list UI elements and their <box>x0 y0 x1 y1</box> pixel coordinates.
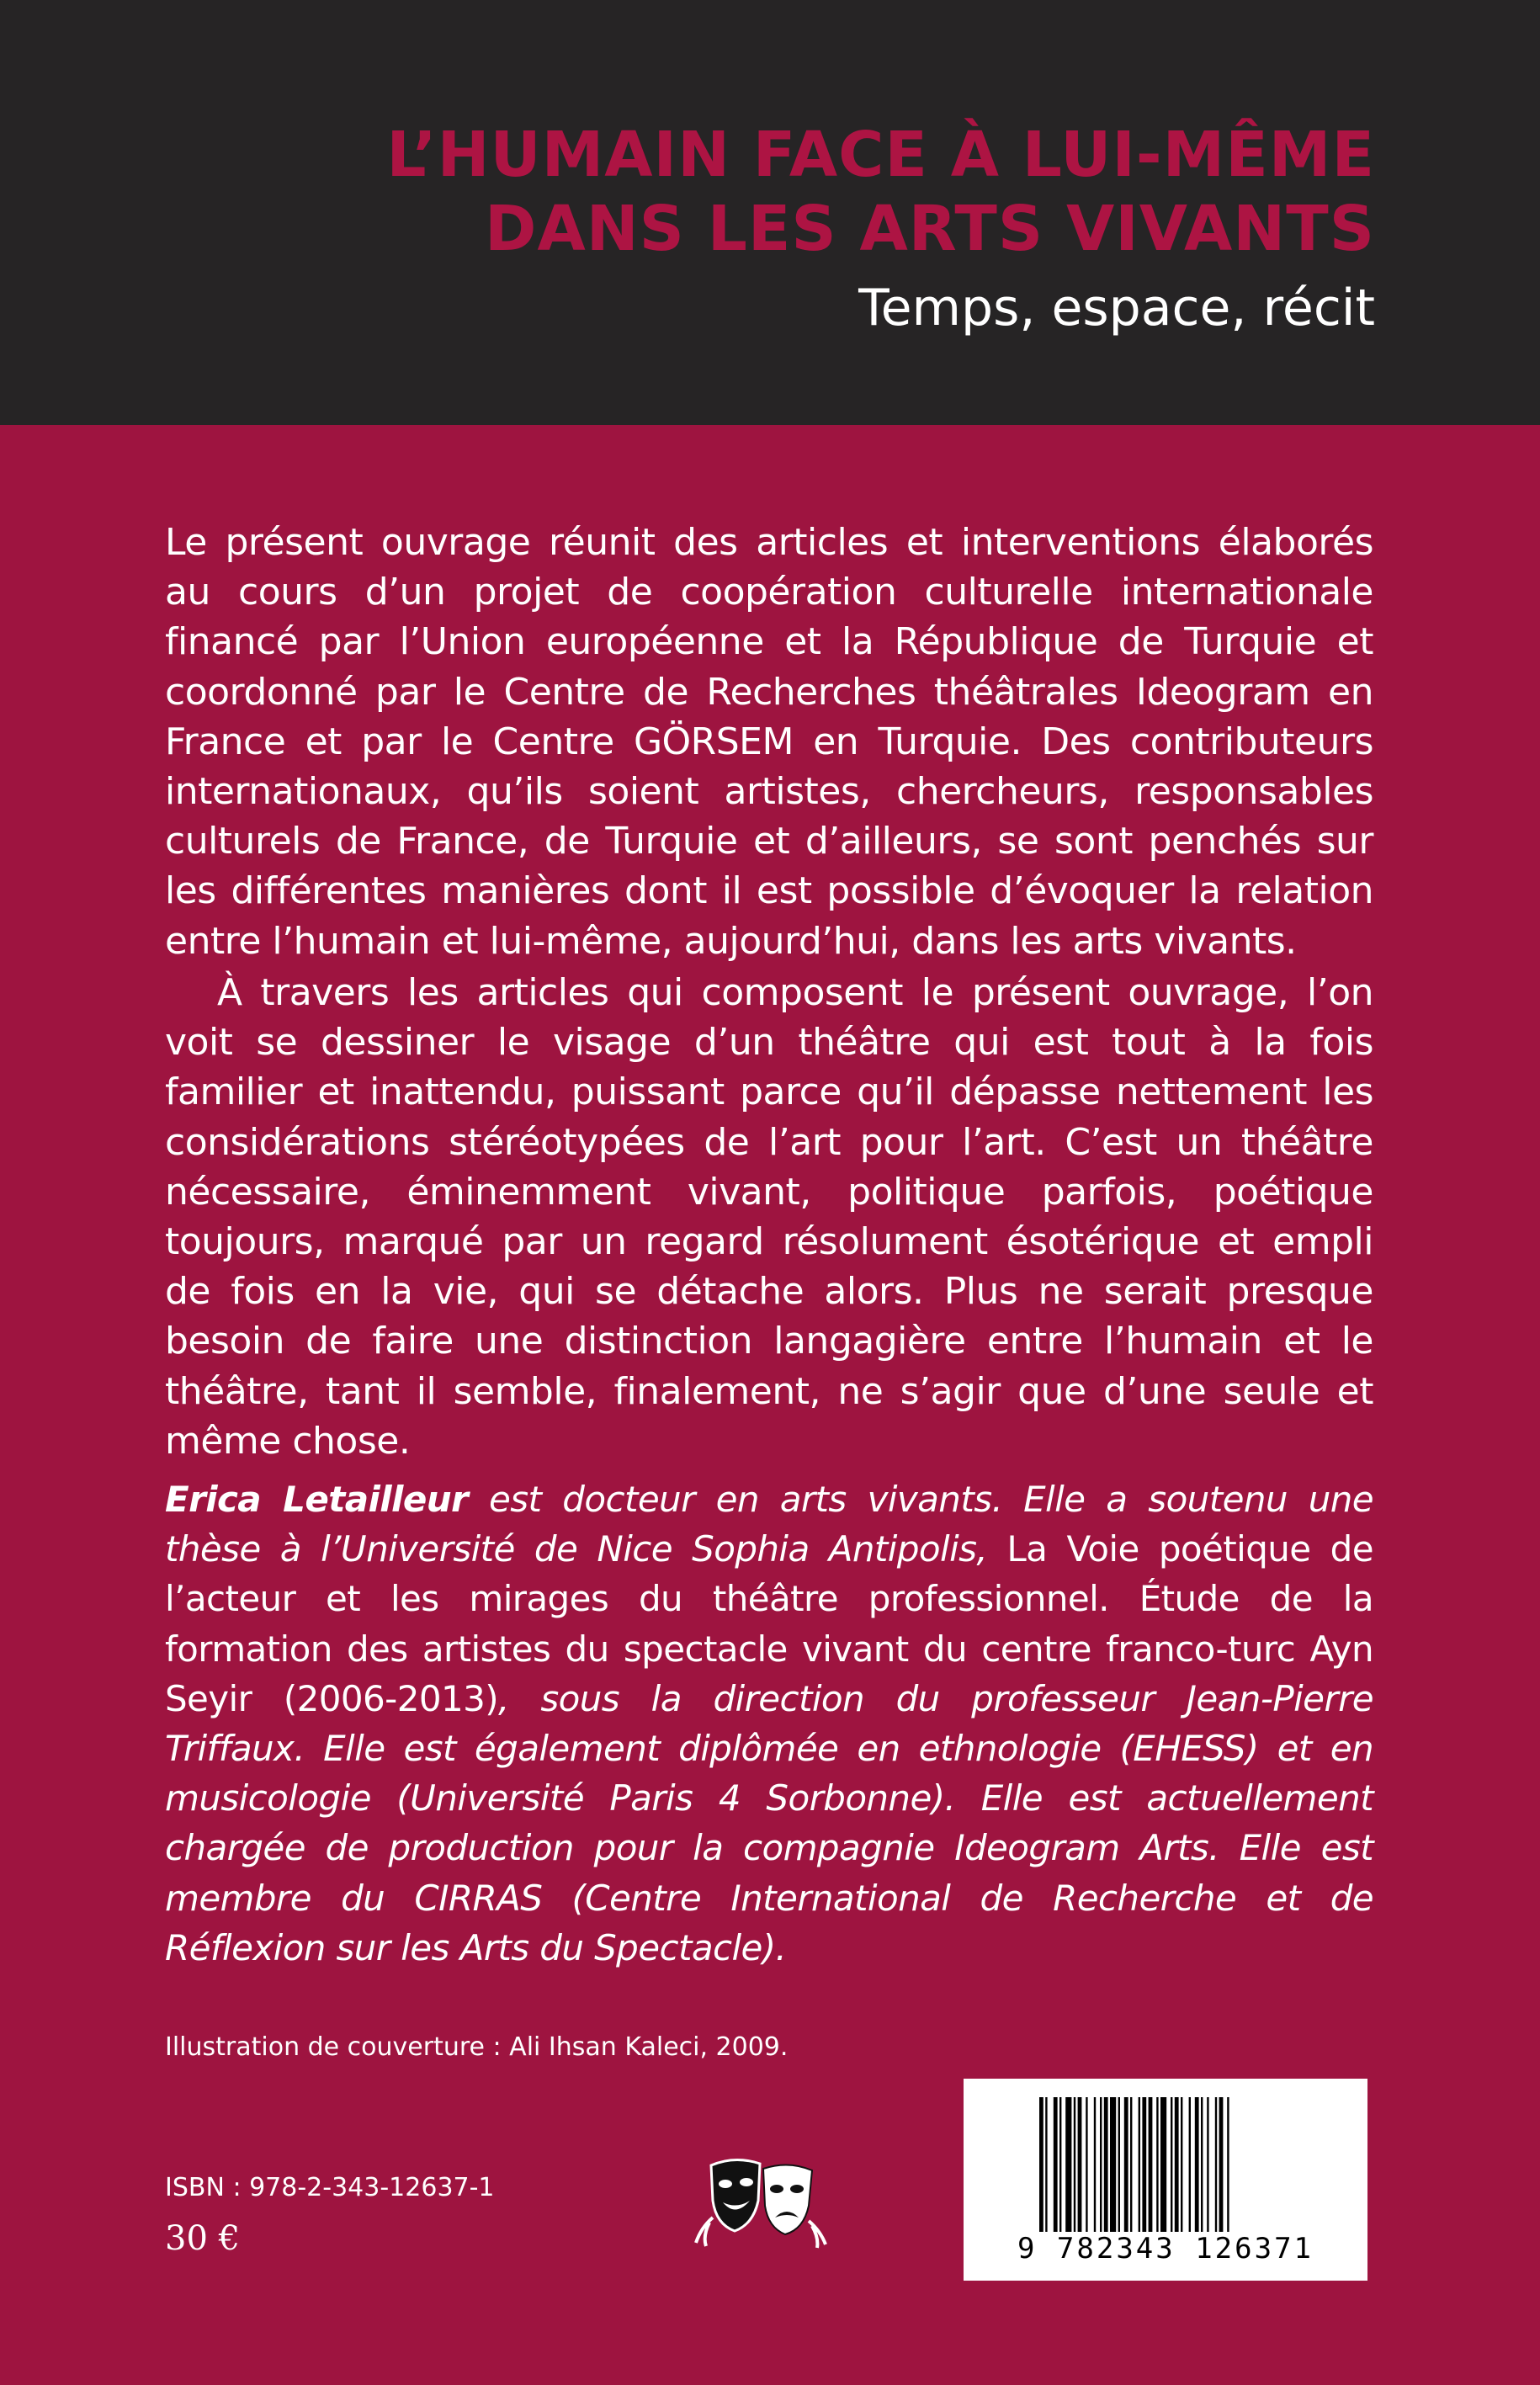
barcode-bar <box>1110 2097 1116 2232</box>
header-band <box>0 0 1540 425</box>
title-line-2: DANS LES ARTS VIVANTS <box>485 193 1375 265</box>
thesis-title: La Voie poétique de l’acteur et les mirages du théâtre professionnel. Étude de la formation des artistes du spectacle vivant du centre franco-turc Ayn Seyir (2006-2013) <box>165 1528 1373 1719</box>
barcode-bar <box>1201 2097 1203 2232</box>
barcode-bars <box>1039 2097 1292 2232</box>
author-name: Erica Letailleur <box>165 1479 469 1520</box>
barcode-bar <box>1227 2097 1229 2232</box>
bio-part-1: est docteur en arts vivants. Elle a soutenu une thèse à l’Université de Nice Sophia Antipolis, <box>165 1479 1374 1570</box>
barcode-bar <box>1215 2097 1217 2232</box>
barcode-bar <box>1054 2097 1058 2232</box>
barcode-bar <box>1078 2097 1082 2232</box>
summary-paragraph-1 <box>165 518 1373 966</box>
barcode-bar <box>1181 2097 1182 2232</box>
barcode-bar <box>1104 2097 1108 2232</box>
summary-text-1: Le présent ouvrage réunit des articles et interventions élaborés au cours d’un projet de coopération culturelle internationale financé par l’Union européenne et la République de Turquie et coordonné par le Centre de Recherches théâtrales Ideogram en France et par le Centre GÖRSEM en Turquie. Des contributeurs internationaux, qu’ils soient artistes, chercheurs, responsables culturels de France, de Turquie et d’ailleurs, se sont penchés sur les différentes manières dont il est possible d’évoquer la relation entre l’humain et lui-même, aujourd’hui, dans les arts vivants. <box>165 521 1373 963</box>
summary-paragraph-2 <box>165 968 1373 1466</box>
barcode-bar <box>1094 2097 1096 2232</box>
barcode-bar <box>1074 2097 1075 2232</box>
barcode-bar <box>1086 2097 1087 2232</box>
barcode-bar <box>1149 2097 1153 2232</box>
barcode-bar <box>1189 2097 1191 2232</box>
barcode-bar <box>1195 2097 1199 2232</box>
author-bio <box>165 1474 1373 1973</box>
theatre-masks-icon <box>694 2150 829 2251</box>
barcode-bar <box>1100 2097 1102 2232</box>
barcode-bar <box>1160 2097 1166 2232</box>
barcode-bar <box>1207 2097 1208 2232</box>
barcode-number: 9 782343 126371 <box>1017 2232 1314 2265</box>
barcode-bar <box>1118 2097 1120 2232</box>
book-subtitle: Temps, espace, récit <box>858 279 1375 337</box>
barcode-bar <box>1039 2097 1043 2232</box>
theatre-masks-svg <box>694 2150 829 2251</box>
barcode-bar <box>1156 2097 1158 2232</box>
barcode-bar <box>1124 2097 1128 2232</box>
author-bio-text <box>165 1474 1373 1973</box>
barcode-bar <box>1059 2097 1061 2232</box>
barcode-bar <box>1139 2097 1140 2232</box>
title-line-1: L’HUMAIN FACE À LUI-MÊME <box>386 119 1375 191</box>
illustration-credit: Illustration de couverture : Ali Ihsan Kaleci, 2009. <box>165 2032 789 2062</box>
barcode-bar <box>1130 2097 1132 2232</box>
barcode-bar <box>1171 2097 1172 2232</box>
price: 30 € <box>165 2219 241 2258</box>
barcode-bar <box>1045 2097 1047 2232</box>
summary-text-2: À travers les articles qui composent le présent ouvrage, l’on voit se dessiner le visage d’un théâtre qui est tout à la fois familier et inattendu, puissant parce qu’il dépasse nettement les considérations stéréotypées de l’art pour l’art. C’est un théâtre nécessaire, éminemment vivant, politique parfois, poétique toujours, marqué par un regard résolument ésotérique et empli de fois en la vie, qui se détache alors. Plus ne serait presque besoin de faire une distinction langagière entre l’humain et le théâtre, tant il semble, finalement, ne s’agir que d’une seule et même chose. <box>165 971 1373 1463</box>
book-title <box>386 118 1375 266</box>
isbn: ISBN : 978-2-343-12637-1 <box>165 2173 495 2202</box>
barcode-bar <box>1065 2097 1071 2232</box>
barcode-bar <box>1219 2097 1224 2232</box>
barcode-bar <box>1175 2097 1179 2232</box>
bio-part-2: , sous la direction du professeur Jean-Pierre Triffaux. Elle est également diplômée en ethnologie (EHESS) et en musicologie (Université Paris 4 Sorbonne). Elle est actuellement chargée de production pour la compagnie Ideogram Arts. Elle est membre du CIRRAS (Centre International de Recherche et de Réflexion sur les Arts du Spectacle). <box>165 1677 1373 1968</box>
barcode <box>964 2079 1367 2281</box>
barcode-bar <box>1142 2097 1146 2232</box>
